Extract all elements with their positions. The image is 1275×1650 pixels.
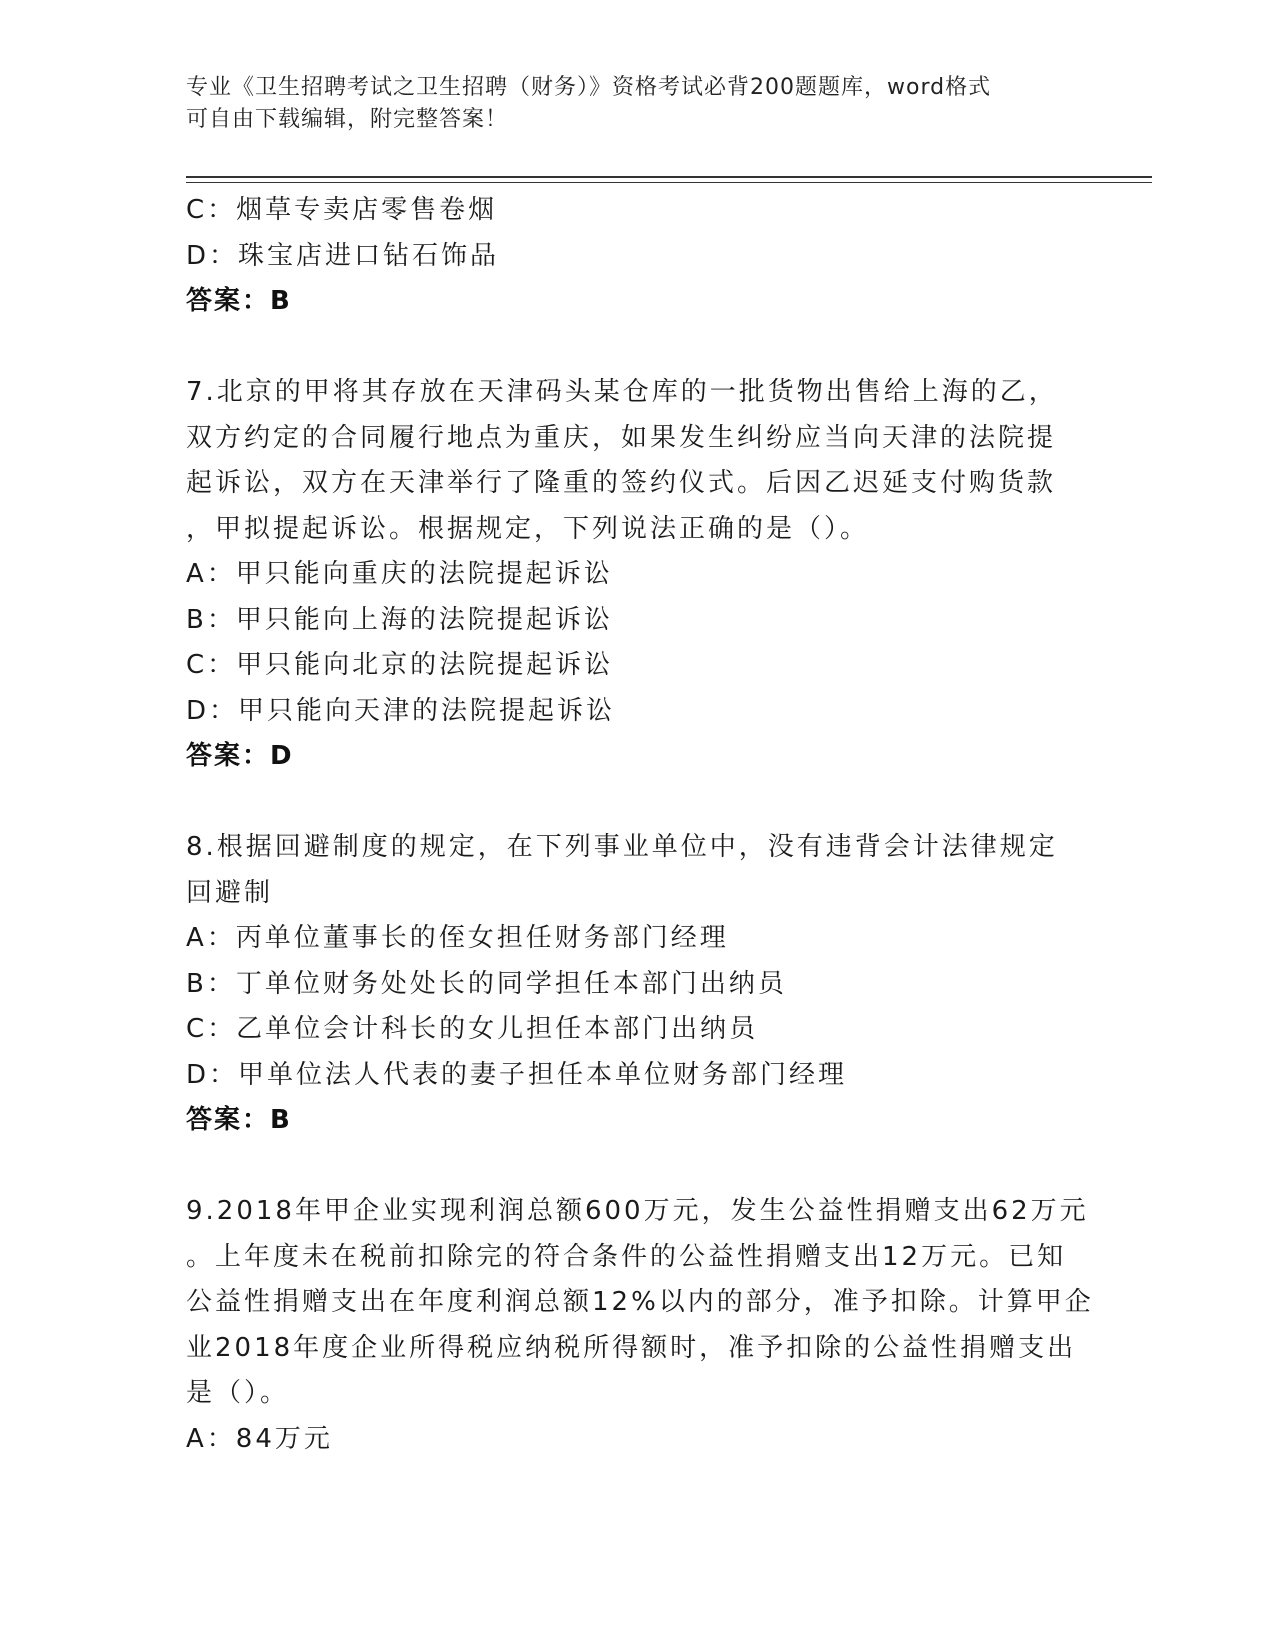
q8-option-c: C：乙单位会计科长的女儿担任本部门出纳员 xyxy=(186,1014,759,1044)
q8-stem-line-2: 回避制 xyxy=(186,877,274,908)
q9-stem-line-2: 。上年度未在税前扣除完的符合条件的公益性捐赠支出12万元。已知 xyxy=(186,1241,1067,1272)
q7-option-a: A：甲只能向重庆的法院提起诉讼 xyxy=(186,559,613,589)
q6-option-d: D：珠宝店进口钻石饰品 xyxy=(186,240,500,271)
header-line-2: 可自由下载编辑，附完整答案！ xyxy=(186,107,509,132)
q8-answer: 答案：B xyxy=(186,1105,292,1135)
question-9 xyxy=(186,1189,1094,1462)
q7-option-c: C：甲只能向北京的法院提起诉讼 xyxy=(186,650,614,680)
question-7 xyxy=(186,370,1086,780)
spacer xyxy=(186,325,1086,371)
q8-option-d: D：甲单位法人代表的妻子担任本单位财务部门经理 xyxy=(186,1059,848,1090)
q7-option-d: D：甲只能向天津的法院提起诉讼 xyxy=(186,695,616,726)
spacer xyxy=(186,1144,1086,1190)
q9-stem-line-5: 是（）。 xyxy=(186,1378,290,1408)
q8-option-a: A：丙单位董事长的侄女担任财务部门经理 xyxy=(186,923,729,953)
q7-stem-line-2: 双方约定的合同履行地点为重庆，如果发生纠纷应当向天津的法院提 xyxy=(186,422,1057,453)
q9-stem-line-1: 9.2018年甲企业实现利润总额600万元，发生公益性捐赠支出62万元 xyxy=(186,1196,1089,1226)
q6-answer: 答案：B xyxy=(186,286,292,316)
question-6 xyxy=(186,188,1086,325)
q8-stem-line-1: 8.根据回避制度的规定，在下列事业单位中，没有违背会计法律规定 xyxy=(186,832,1058,862)
q9-option-a: A：84万元 xyxy=(186,1423,333,1454)
q7-stem-line-3: 起诉讼，双方在天津举行了隆重的签约仪式。后因乙迟延支付购货款 xyxy=(186,468,1057,498)
document-header xyxy=(186,72,1086,136)
header-rule-thick xyxy=(186,176,1152,178)
q7-stem-line-4: ，甲拟提起诉讼。根据规定，下列说法正确的是（）。 xyxy=(186,513,870,544)
header-line-1: 专业《卫生招聘考试之卫生招聘（财务）》资格考试必背200题题库，word格式 xyxy=(186,75,992,100)
header-rule-thin xyxy=(186,182,1152,183)
q6-option-c: C：烟草专卖店零售卷烟 xyxy=(186,195,498,225)
question-8 xyxy=(186,825,1086,1144)
q8-option-b: B：丁单位财务处处长的同学担任本部门出纳员 xyxy=(186,968,787,999)
q7-stem-line-1: 7.北京的甲将其存放在天津码头某仓库的一批货物出售给上海的乙， xyxy=(186,377,1058,407)
q9-stem-line-3: 公益性捐赠支出在年度利润总额12%以内的部分，准予扣除。计算甲企 xyxy=(186,1287,1094,1317)
document-body xyxy=(186,188,1094,1462)
q9-stem-line-4: 业2018年度企业所得税应纳税所得额时，准予扣除的公益性捐赠支出 xyxy=(186,1332,1077,1363)
q7-answer: 答案：D xyxy=(186,741,294,771)
q7-option-b: B：甲只能向上海的法院提起诉讼 xyxy=(186,604,613,635)
spacer xyxy=(186,780,1086,826)
